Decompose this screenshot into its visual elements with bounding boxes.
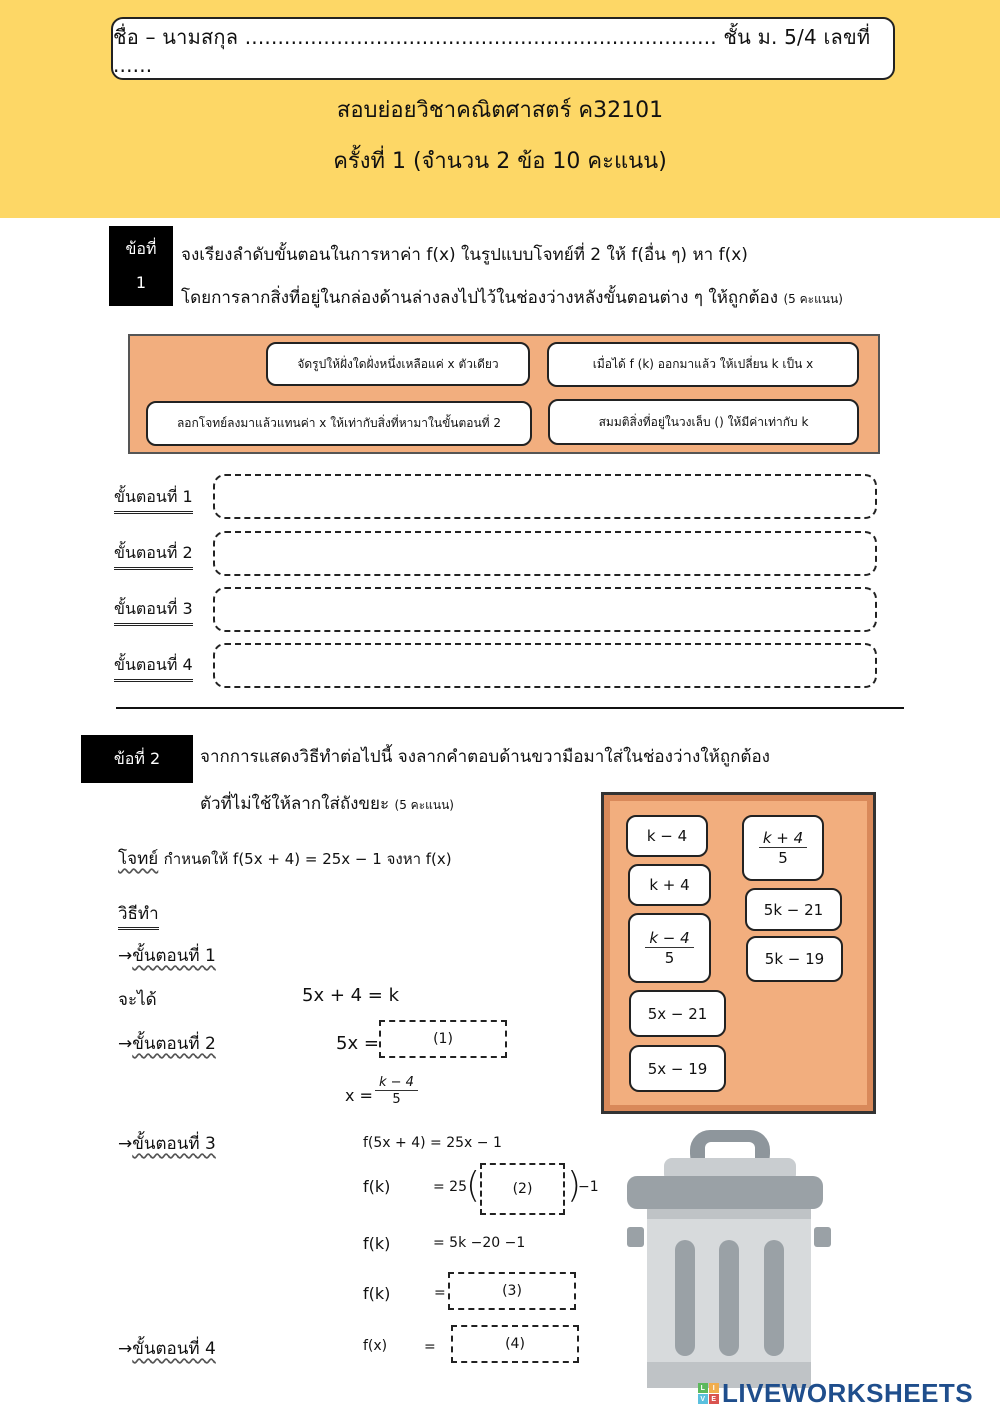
- question-2-badge: ข้อที่ 2: [81, 735, 193, 783]
- q2-step-2-x-lhs: x =: [345, 1086, 373, 1105]
- q2-step-3-fk: f(k): [363, 1177, 391, 1196]
- arrow-icon: →: [118, 946, 133, 966]
- q2-step-2-heading: [118, 1030, 216, 1057]
- q2-step-1-prefix: จะได้: [118, 990, 157, 1010]
- question-1-badge: [109, 226, 173, 306]
- q1-step-2-drop[interactable]: [213, 531, 877, 576]
- chip-frac-k-minus-4[interactable]: [628, 913, 711, 983]
- q1-step-4-label: ขั้นตอนที่ 4: [114, 653, 193, 682]
- q2-problem: [118, 845, 452, 872]
- chip-text: 5x − 21: [647, 1004, 708, 1023]
- chip-frac-k-plus-4[interactable]: [742, 815, 824, 881]
- logo-letter: E: [709, 1394, 719, 1404]
- q2-step-3-rhs-prefix: = 25: [433, 1179, 467, 1195]
- q1-chip-isolate-x[interactable]: [266, 342, 530, 386]
- q2-step-2-lhs: 5x =: [336, 1033, 379, 1054]
- q1-step-3-drop[interactable]: [213, 587, 877, 632]
- chip-text: 5k − 19: [764, 950, 825, 968]
- fraction-denominator: 5: [664, 948, 675, 967]
- q1-step-3-label: ขั้นตอนที่ 3: [114, 597, 193, 626]
- chip-5x-minus-19[interactable]: [629, 1045, 726, 1092]
- chip-text: 5k − 21: [763, 900, 824, 919]
- q1-instruction-1: จงเรียงลำดับขั้นตอนในการหาค่า f(x) ในรูปแบบโจทย์ที่ 2 ให้ f(อื่น ๆ) หา f(x): [181, 245, 748, 265]
- q2-step-1-heading: [118, 942, 216, 969]
- q2-points: (5 คะแนน): [394, 798, 454, 812]
- q2-step-3-heading: [118, 1130, 216, 1157]
- chip-text: k + 4: [649, 876, 690, 894]
- blank-3-drop[interactable]: [448, 1272, 576, 1310]
- chip-text: สมมติสิ่งที่อยู่ในวงเล็บ () ให้มีค่าเท่ากับ k: [598, 414, 809, 429]
- fraction-denominator: 5: [778, 848, 788, 867]
- blank-1-drop[interactable]: [379, 1020, 507, 1058]
- q1-chip-substitute[interactable]: [146, 401, 532, 446]
- q2-step-4-eq: =: [424, 1339, 436, 1355]
- blank-label: (4): [505, 1336, 525, 1352]
- chip-text: 5x − 19: [647, 1059, 708, 1078]
- chip-text: จัดรูปให้ฝั่งใดฝั่งหนึ่งเหลือแค่ x ตัวเดียว: [297, 356, 499, 371]
- q2-instruction-text: ตัวที่ไม่ใช้ให้ลากใส่ถังขยะ: [200, 794, 390, 814]
- page-title: สอบย่อยวิชาคณิตศาสตร์ ค32101: [336, 98, 664, 123]
- q2-instruction-2: [200, 790, 454, 817]
- fraction: [645, 930, 693, 966]
- q1-points: (5 คะแนน): [783, 292, 843, 306]
- logo-letter: I: [709, 1383, 719, 1393]
- blank-2-drop[interactable]: [480, 1163, 565, 1215]
- section-divider: [116, 707, 904, 709]
- fraction-numerator: k − 4: [375, 1076, 418, 1091]
- arrow-icon: →: [118, 1034, 133, 1054]
- arrow-icon: →: [118, 1339, 133, 1359]
- liveworksheets-watermark: [698, 1378, 973, 1409]
- chip-text: ลอกโจทย์ลงมาแล้วแทนค่า x ให้เท่ากับสิ่งที่หามาในขั้นตอนที่ 2: [176, 416, 502, 430]
- fraction-numerator: k + 4: [759, 830, 807, 848]
- chip-5x-minus-21[interactable]: [629, 990, 726, 1037]
- q1-step-4-drop[interactable]: [213, 643, 877, 688]
- fraction: [759, 830, 807, 866]
- q1-step-1-label: ขั้นตอนที่ 1: [114, 485, 193, 514]
- chip-k-minus-4[interactable]: [626, 815, 708, 857]
- name-field-box: [111, 17, 895, 80]
- q1-chip-assume-k[interactable]: [548, 399, 859, 445]
- q2-step-3-line3-rhs: = 5k −20 −1: [433, 1235, 526, 1251]
- open-paren: (: [466, 1165, 481, 1206]
- chip-k-plus-4[interactable]: [628, 864, 711, 906]
- watermark-text: LIVEWORKSHEETS: [722, 1378, 974, 1408]
- step-label: ขั้นตอนที่ 3: [132, 1134, 216, 1154]
- chip-text: เมื่อได้ f (k) ออกมาแล้ว ให้เปลี่ยน k เป็น x: [592, 357, 814, 371]
- solution-label: วิธีทำ: [118, 900, 159, 930]
- q2-instruction-1: จากการแสดงวิธีทำต่อไปนี้ จงลากคำตอบด้านขวามือมาใส่ในช่องว่างให้ถูกต้อง: [200, 747, 770, 767]
- page-subtitle: ครั้งที่ 1 (จำนวน 2 ข้อ 10 คะแนน): [333, 149, 667, 174]
- blank-label: (3): [502, 1283, 522, 1299]
- q2-step-3-rhs-suffix: −1: [578, 1179, 599, 1195]
- badge-label: ข้อที่: [125, 239, 157, 258]
- arrow-icon: →: [118, 1134, 133, 1154]
- q1-step-2-label: ขั้นตอนที่ 2: [114, 541, 193, 570]
- problem-label: โจทย์: [118, 849, 159, 869]
- liveworksheets-logo-icon: [698, 1383, 719, 1404]
- logo-letter: V: [698, 1394, 708, 1404]
- q2-step-3-line4-fk: f(k): [363, 1284, 391, 1303]
- chip-5k-minus-21[interactable]: [745, 888, 842, 931]
- q2-step-4-fx: f(x): [363, 1338, 388, 1354]
- logo-letter: L: [698, 1383, 708, 1393]
- trash-can-icon[interactable]: [627, 1130, 831, 1388]
- badge-number: 1: [135, 273, 147, 292]
- step-label: ขั้นตอนที่ 1: [132, 946, 216, 966]
- step-label: ขั้นตอนที่ 4: [132, 1339, 216, 1359]
- name-line: ชื่อ – นามสกุล ........................................................................ ชั้น ม. 5/4 เลขที่ ......: [113, 24, 871, 77]
- q2-step-4-heading: [118, 1335, 216, 1362]
- q2-step-3-equation: f(5x + 4) = 25x − 1: [363, 1135, 502, 1151]
- problem-text: กำหนดให้ f(5x + 4) = 25x − 1 จงหา f(x): [163, 850, 452, 868]
- fraction-numerator: k − 4: [645, 930, 693, 948]
- q2-step-3-line4-eq: =: [434, 1285, 446, 1301]
- chip-5k-minus-19[interactable]: [746, 936, 843, 982]
- q2-step-2-fraction: [375, 1076, 418, 1108]
- chip-text: k − 4: [646, 827, 688, 845]
- q1-chip-replace-k[interactable]: [547, 342, 859, 387]
- q1-step-1-drop[interactable]: [213, 474, 877, 519]
- blank-label: (1): [433, 1031, 453, 1047]
- close-paren: ): [567, 1165, 582, 1206]
- step-label: ขั้นตอนที่ 2: [132, 1034, 216, 1054]
- blank-label: (2): [512, 1181, 533, 1197]
- fraction-denominator: 5: [392, 1092, 401, 1108]
- q2-step-3-line3-fk: f(k): [363, 1234, 391, 1253]
- q1-instruction-2: [181, 284, 843, 311]
- blank-4-drop[interactable]: [451, 1325, 579, 1363]
- q2-step-1-equation: 5x + 4 = k: [302, 985, 400, 1006]
- q1-instruction-text: โดยการลากสิ่งที่อยู่ในกล่องด้านล่างลงไปไว้ในช่องว่างหลังขั้นตอนต่าง ๆ ให้ถูกต้อง: [181, 288, 779, 308]
